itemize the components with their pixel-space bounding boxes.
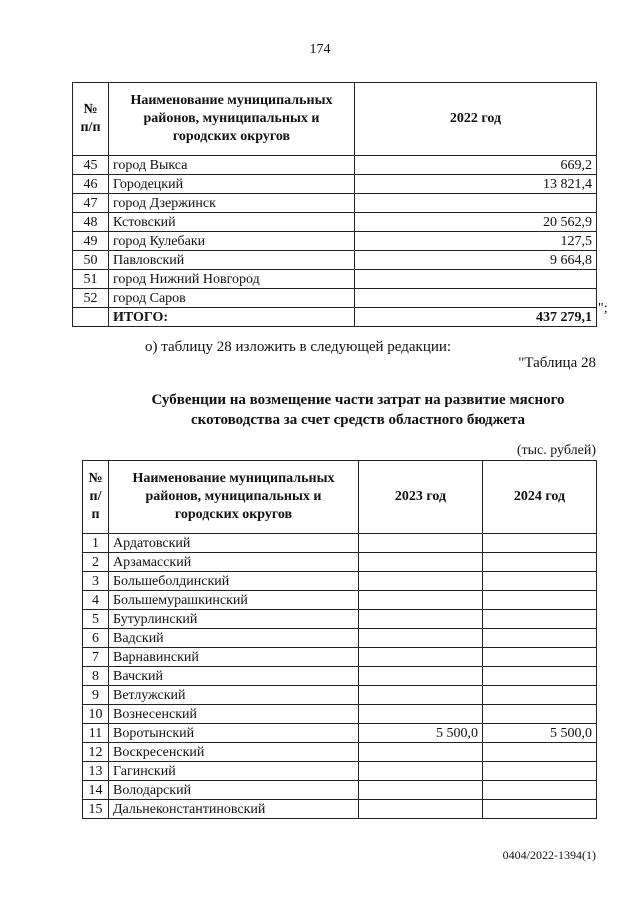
row-number: 49 (73, 232, 109, 251)
table-row (83, 610, 597, 629)
table-row (83, 534, 597, 553)
municipality-name: Кстовский (109, 213, 355, 232)
municipality-name: Павловский (109, 251, 355, 270)
municipality-name: Воскресенский (109, 743, 359, 762)
municipality-name: Вадский (109, 629, 359, 648)
municipality-name: Воротынский (109, 724, 359, 743)
row-number: 2 (83, 553, 109, 572)
value-2024 (483, 553, 597, 572)
row-number: 47 (73, 194, 109, 213)
municipality-name: Вознесенский (109, 705, 359, 724)
municipality-name: Дальнеконстантиновский (109, 800, 359, 819)
document-code: 0404/2022-1394(1) (502, 848, 596, 862)
value-2023 (359, 648, 483, 667)
value-2023 (359, 667, 483, 686)
value-2023 (359, 553, 483, 572)
row-number: 8 (83, 667, 109, 686)
row-number: 46 (73, 175, 109, 194)
table-row (83, 781, 597, 800)
row-number: 50 (73, 251, 109, 270)
municipality-name: Арзамасский (109, 553, 359, 572)
value-2024 (483, 800, 597, 819)
value-2024 (483, 762, 597, 781)
table-row (73, 213, 597, 232)
municipal-table-2022 (72, 82, 597, 327)
value-2024 (483, 686, 597, 705)
municipality-name: Большемурашкинский (109, 591, 359, 610)
title-line-2: скотоводства за счет средств областного бюджета (190, 412, 525, 428)
value-2023 (359, 762, 483, 781)
header-name: Наименование муниципальных районов, муниципальных и городских округов (109, 83, 355, 156)
value-2022 (355, 289, 597, 308)
table-row (73, 289, 597, 308)
table-row (73, 156, 597, 175)
municipality-name: город Дзержинск (109, 194, 355, 213)
row-number: 52 (73, 289, 109, 308)
title-line-1: Субвенции на возмещение части затрат на развитие мясного (151, 392, 565, 408)
value-2024 (483, 534, 597, 553)
table-row (83, 572, 597, 591)
value-2024 (483, 629, 597, 648)
header-year-2023: 2023 год (359, 461, 483, 534)
header-name: Наименование муниципальных районов, муниципальных и городских округов (109, 461, 359, 534)
table-header-row (73, 83, 597, 156)
row-number: 9 (83, 686, 109, 705)
value-2022: 13 821,4 (355, 175, 597, 194)
municipality-name: Гагинский (109, 762, 359, 781)
row-number: 10 (83, 705, 109, 724)
municipality-name: Ардатовский (109, 534, 359, 553)
value-2024 (483, 743, 597, 762)
value-2024: 5 500,0 (483, 724, 597, 743)
municipality-name: город Нижний Новгород (109, 270, 355, 289)
meat-cattle-subsidy-table (82, 460, 597, 819)
municipality-name: Варнавинский (109, 648, 359, 667)
municipality-name: Бутурлинский (109, 610, 359, 629)
value-2022: 669,2 (355, 156, 597, 175)
table-row (83, 591, 597, 610)
municipality-name: город Саров (109, 289, 355, 308)
table-row (83, 648, 597, 667)
value-2022: 20 562,9 (355, 213, 597, 232)
municipality-name: город Выкса (109, 156, 355, 175)
value-2024 (483, 781, 597, 800)
value-2023 (359, 705, 483, 724)
value-2023 (359, 591, 483, 610)
closing-quote: "; (598, 301, 608, 316)
table-row (83, 743, 597, 762)
value-2022 (355, 194, 597, 213)
value-2023 (359, 534, 483, 553)
value-2023 (359, 572, 483, 591)
value-2024 (483, 667, 597, 686)
value-2024 (483, 610, 597, 629)
value-2024 (483, 572, 597, 591)
table-row (73, 251, 597, 270)
total-row (73, 308, 597, 327)
total-value: 437 279,1 (355, 308, 597, 327)
row-number: 51 (73, 270, 109, 289)
value-2023 (359, 610, 483, 629)
instruction-text: о) таблицу 28 изложить в следующей редакции: (145, 339, 452, 355)
header-num: № п/п (83, 461, 109, 534)
municipality-name: Большеболдинский (109, 572, 359, 591)
municipality-name: город Кулебаки (109, 232, 355, 251)
value-2022: 9 664,8 (355, 251, 597, 270)
value-2023: 5 500,0 (359, 724, 483, 743)
row-number: 6 (83, 629, 109, 648)
row-number: 4 (83, 591, 109, 610)
value-2022: 127,5 (355, 232, 597, 251)
row-number: 7 (83, 648, 109, 667)
row-number: 5 (83, 610, 109, 629)
units-label: (тыс. рублей) (516, 443, 596, 458)
value-2023 (359, 686, 483, 705)
table-row (83, 629, 597, 648)
row-number: 15 (83, 800, 109, 819)
value-2023 (359, 800, 483, 819)
table-row (83, 667, 597, 686)
row-number: 12 (83, 743, 109, 762)
total-label: ИТОГО: (109, 308, 355, 327)
row-number: 48 (73, 213, 109, 232)
value-2024 (483, 648, 597, 667)
row-number: 14 (83, 781, 109, 800)
row-number: 13 (83, 762, 109, 781)
value-2023 (359, 629, 483, 648)
table-row (83, 724, 597, 743)
table-row (83, 762, 597, 781)
value-2024 (483, 705, 597, 724)
municipality-name: Ветлужский (109, 686, 359, 705)
table-label: "Таблица 28 (518, 355, 596, 371)
header-year-2022: 2022 год (355, 83, 597, 156)
value-2023 (359, 743, 483, 762)
value-2024 (483, 591, 597, 610)
row-number: 1 (83, 534, 109, 553)
municipality-name: Вачский (109, 667, 359, 686)
municipality-name: Городецкий (109, 175, 355, 194)
table-header-row (83, 461, 597, 534)
value-2023 (359, 781, 483, 800)
table-title (0, 390, 640, 430)
table-row (73, 270, 597, 289)
table-row (73, 175, 597, 194)
value-2022 (355, 270, 597, 289)
table-row (83, 686, 597, 705)
table-row (73, 194, 597, 213)
municipality-name: Володарский (109, 781, 359, 800)
table-row (73, 232, 597, 251)
header-year-2024: 2024 год (483, 461, 597, 534)
table-row (83, 800, 597, 819)
page-number: 174 (309, 42, 331, 57)
row-number: 11 (83, 724, 109, 743)
table-row (83, 705, 597, 724)
row-number: 45 (73, 156, 109, 175)
table-row (83, 553, 597, 572)
header-num: № п/п (73, 83, 109, 156)
row-number: 3 (83, 572, 109, 591)
empty-cell (73, 308, 109, 327)
